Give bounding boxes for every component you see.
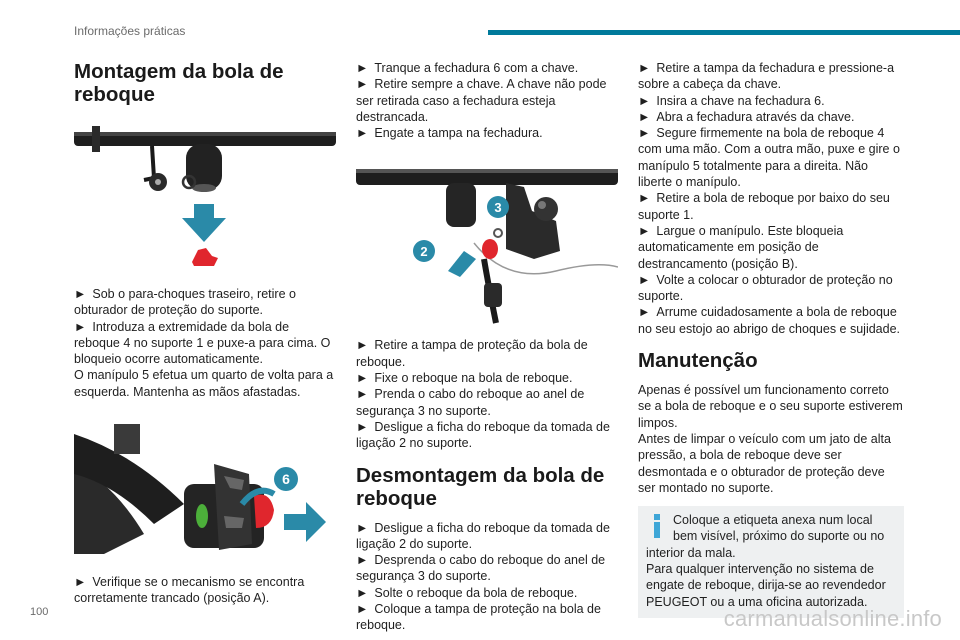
page-number: 100 [30, 606, 49, 618]
step-insert-key: ► Insira a chave na fechadura 6. [638, 93, 825, 108]
protection-cap [192, 248, 218, 266]
step-remove-key: ► Retire sempre a chave. A chave não pode ser retirada caso a fechadura esteja destrancada. [356, 77, 607, 124]
column-3 [638, 60, 904, 618]
info-text-2: Para qualquer intervenção no sistema de engate de reboque, dirija-se ao revendedor PEUGEOT ou a uma oficina autorizada. [646, 562, 886, 609]
locking-handle-illustration [74, 424, 336, 554]
column-1 [74, 56, 336, 607]
step-release-trailer: ► Solte o reboque da bola de reboque. [356, 585, 578, 600]
step-open-lock: ► Abra a fechadura através da chave. [638, 109, 855, 124]
step-secure-cable: ► Prenda o cabo do reboque ao anel de segurança 3 no suporte. [356, 387, 585, 418]
callout-2: 2 [420, 244, 428, 260]
header-accent-bar [488, 30, 960, 35]
heading-maintenance: Manutenção [638, 349, 758, 373]
step-remove-ball: ► Retire a bola de reboque por baixo do seu suporte 1. [638, 191, 890, 222]
watermark: carmanualsonline.info [723, 606, 942, 631]
step-replace-cover: ► Volte a colocar o obturador de proteção no suporte. [638, 272, 893, 304]
maintenance-text-1: Apenas é possível um funcionamento correto se a bola de reboque e o seu suporte estiverem limpos. [638, 383, 903, 430]
step-release-cable: ► Desprenda o cabo do reboque do anel de segurança 3 do suporte. [356, 553, 606, 584]
column-2 [356, 60, 622, 634]
step-insert-ball: ► Introduza a extremidade da bola de reboque 4 no suporte 1 e puxe-a para cima. O bloqueio ocorre automaticamente. [74, 319, 331, 367]
step-unplug-2: ► Desligue a ficha do reboque da tomada de ligação 2 do suporte. [356, 520, 610, 551]
callout-6: 6 [282, 471, 290, 488]
step-hold-ball: ► Segure firmemente na bola de reboque 4 com uma mão. Com a outra mão, puxe e gire o manípulo 5 totalmente para a direita. Não liberte o manípulo. [638, 126, 900, 190]
step-remove-cover: ► Sob o para-choques traseiro, retire o obturador de proteção do suporte. [74, 287, 296, 318]
info-box [638, 506, 904, 618]
info-icon [650, 514, 664, 538]
right-arrow-icon [284, 502, 326, 542]
towbar-mount-illustration [74, 118, 336, 268]
note-handle: O manípulo 5 efetua um quarto de volta para a esquerda. Mantenha as mãos afastadas. [74, 368, 334, 399]
down-arrow-icon [182, 204, 226, 242]
step-remove-ball-cap: ► Retire a tampa de proteção da bola de reboque. [356, 338, 588, 369]
step-engage-cap: ► Engate a tampa na fechadura. [356, 126, 543, 141]
callout-3: 3 [494, 200, 502, 216]
heading-dismounting: Desmontagem da bola de reboque [356, 463, 605, 510]
info-text-1: Coloque a etiqueta anexa num local bem visível, próximo do suporte ou no interior da mala. [646, 513, 885, 560]
step-store-ball: ► Arrume cuidadosamente a bola de reboque no seu estojo ao abrigo de choques e sujidade. [638, 305, 900, 336]
trailer-connection-illustration [356, 163, 618, 327]
header-section-label: Informações práticas [74, 24, 186, 38]
maintenance-text-2: Antes de limpar o veículo com um jato de alta pressão, a bola de reboque deve ser desmontada e o obturador de proteção deve ser montado no suporte. [638, 431, 891, 495]
heading-mounting: Montagem da bola de reboque [74, 60, 284, 106]
step-unplug: ► Desligue a ficha do reboque da tomada de ligação 2 no suporte. [356, 419, 610, 451]
step-remove-lock-cap: ► Retire a tampa da fechadura e pressione-a sobre a cabeça da chave. [638, 61, 895, 92]
step-lock: ► Tranque a fechadura 6 com a chave. [356, 61, 579, 75]
step-place-cap: ► Coloque a tampa de proteção na bola de reboque. [356, 602, 601, 633]
step-verify-lock: ► Verifique se o mecanismo se encontra corretamente trancado (posição A). [74, 575, 305, 606]
step-attach-trailer: ► Fixe o reboque na bola de reboque. [356, 371, 573, 386]
step-release-handle: ► Largue o manípulo. Este bloqueia automaticamente em posição de destrancamento (posição B). [638, 223, 844, 271]
